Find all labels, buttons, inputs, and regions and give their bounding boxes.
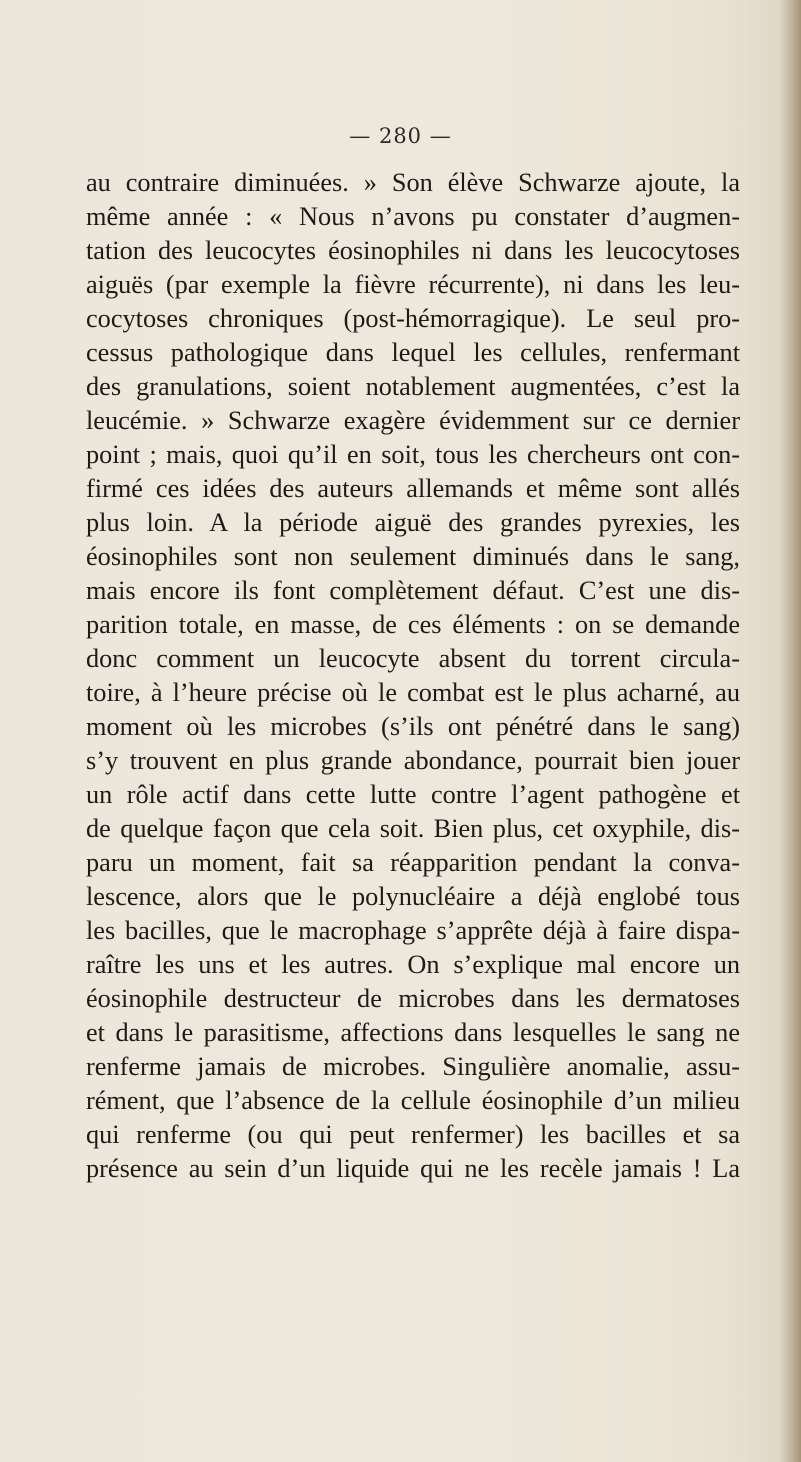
text-line: éosinophiles sont non seulement diminués dans le sang,	[86, 542, 740, 571]
text-line: au contraire diminuées. » Son élève Schwarze ajoute, la	[86, 168, 740, 197]
text-line: de quelque façon que cela soit. Bien plus, cet oxyphile, dis-	[86, 814, 740, 843]
page-edge-shadow	[779, 0, 801, 1462]
text-line: donc comment un leucocyte absent du torrent circula-	[86, 644, 740, 673]
text-line: renferme jamais de microbes. Singulière anomalie, assu-	[86, 1052, 740, 1081]
text-line: aiguës (par exemple la fièvre récurrente), ni dans les leu-	[86, 270, 740, 299]
text-line: s’y trouvent en plus grande abondance, pourrait bien jouer	[86, 746, 740, 775]
text-line: même année : « Nous n’avons pu constater d’augmen-	[86, 202, 740, 231]
text-line: raître les uns et les autres. On s’explique mal encore un	[86, 950, 740, 979]
text-line: point ; mais, quoi qu’il en soit, tous les chercheurs ont con-	[86, 440, 740, 469]
text-line: firmé ces idées des auteurs allemands et même sont allés	[86, 474, 740, 503]
text-line: tation des leucocytes éosinophiles ni dans les leucocytoses	[86, 236, 740, 265]
text-line: toire, à l’heure précise où le combat est le plus acharné, au	[86, 678, 740, 707]
text-line: éosinophile destructeur de microbes dans les dermatoses	[86, 984, 740, 1013]
text-line: un rôle actif dans cette lutte contre l’agent pathogène et	[86, 780, 740, 809]
body-text	[86, 166, 740, 1186]
text-line: cessus pathologique dans lequel les cellules, renfermant	[86, 338, 740, 367]
text-line: présence au sein d’un liquide qui ne les recèle jamais ! La	[86, 1154, 740, 1183]
text-line: parition totale, en masse, de ces éléments : on se demande	[86, 610, 740, 639]
text-line: qui renferme (ou qui peut renfermer) les bacilles et sa	[86, 1120, 740, 1149]
text-line: cocytoses chroniques (post-hémorragique). Le seul pro-	[86, 304, 740, 333]
text-line: plus loin. A la période aiguë des grandes pyrexies, les	[86, 508, 740, 537]
text-line: paru un moment, fait sa réapparition pendant la conva-	[86, 848, 740, 877]
text-line: rément, que l’absence de la cellule éosinophile d’un milieu	[86, 1086, 740, 1115]
text-line: lescence, alors que le polynucléaire a déjà englobé tous	[86, 882, 740, 911]
text-line: les bacilles, que le macrophage s’apprête déjà à faire dispa-	[86, 916, 740, 945]
text-line: mais encore ils font complètement défaut. C’est une dis-	[86, 576, 740, 605]
text-line: leucémie. » Schwarze exagère évidemment sur ce dernier	[86, 406, 740, 435]
text-line: et dans le parasitisme, affections dans lesquelles le sang ne	[86, 1018, 740, 1047]
text-line: des granulations, soient notablement augmentées, c’est la	[86, 372, 740, 401]
text-line: moment où les microbes (s’ils ont pénétré dans le sang)	[86, 712, 740, 741]
page-number: — 280 —	[349, 124, 452, 148]
